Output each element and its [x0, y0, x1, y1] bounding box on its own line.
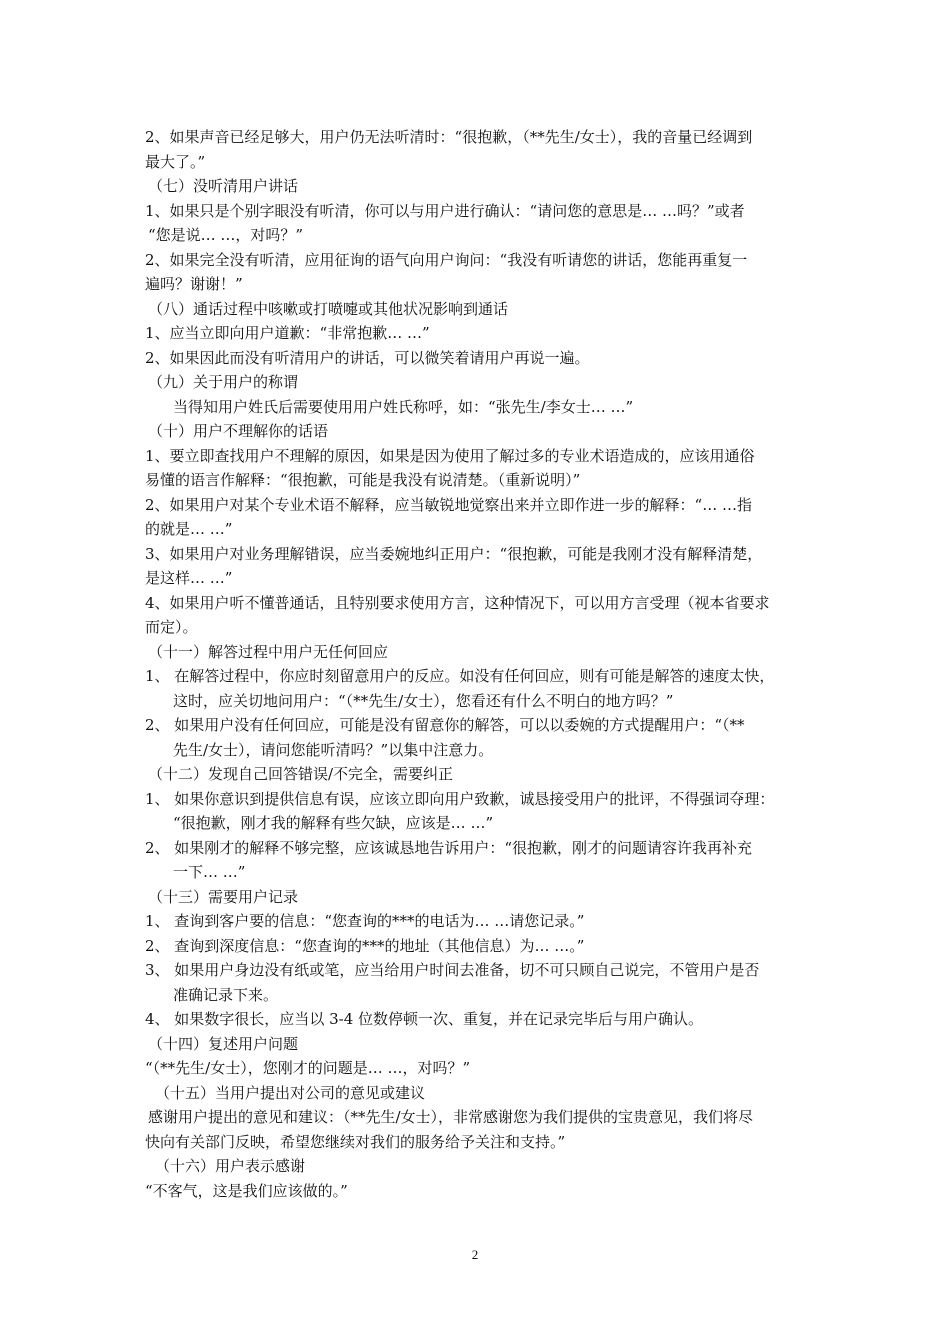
text-line: 遍吗？谢谢！”: [145, 275, 243, 293]
text-line: 1、应当立即向用户道歉：“非常抱歉… …”: [145, 324, 430, 342]
text-line: 而定）。: [145, 618, 198, 636]
text-line: “很抱歉，刚才我的解释有些欠缺，应该是… …”: [173, 814, 494, 832]
text-line: 3、 如果用户身边没有纸或笔，应当给用户时间去准备，切不可只顾自己说完，不管用户是否: [145, 961, 760, 979]
text-line: “您是说… …，对吗？”: [148, 226, 304, 244]
text-line: 当得知用户姓氏后需要使用用户姓氏称呼，如：“张先生/李女士… …”: [173, 397, 634, 416]
text-line: 1、要立即查找用户不理解的原因，如果是因为使用了解过多的专业术语造成的，应该用通俗: [145, 446, 755, 465]
text-line: 2、 如果刚才的解释不够完整，应该诚恳地告诉用户：“很抱歉，刚才的问题请容许我再补充: [145, 838, 752, 857]
text-line: 2、如果声音已经足够大，用户仍无法听清时：“很抱歉，（**先生/女士），我的音量已经调到: [145, 128, 753, 146]
text-line: 1、 在解答过程中，你应时刻留意用户的反应。如没有任何回应，则有可能是解答的速度太快，: [145, 667, 775, 685]
text-line: 2、如果因此而没有听清用户的讲话，可以微笑着请用户再说一遍。: [145, 348, 590, 367]
text-line: （十）用户不理解你的话语: [148, 422, 329, 440]
text-line: 4、如果用户听不懂普通话，且特别要求使用方言，这种情况下，可以用方言受理（视本省要求: [145, 593, 770, 612]
text-line: 2、 如果用户没有任何回应，可能是没有留意你的解答，可以以委婉的方式提醒用户：“（**: [145, 716, 745, 734]
text-line: 2、如果完全没有听清，应用征询的语气向用户询问：“我没有听请您的讲话，您能再重复一: [145, 250, 748, 269]
text-line: 2、 查询到深度信息：“您查询的***的地址（其他信息）为… …。”: [145, 936, 585, 955]
document-body: [145, 125, 815, 1203]
text-line: 1、 查询到客户要的信息：“您查询的***的电话为… …请您记录。”: [145, 912, 585, 930]
text-line: （十六）用户表示感谢: [155, 1157, 306, 1175]
text-line: 1、如果只是个别字眼没有听清，你可以与用户进行确认：“请问您的意思是… …吗？”或者: [145, 201, 745, 220]
text-line: 易懂的语言作解释：“很抱歉，可能是我没有说清楚。（重新说明）”: [145, 471, 581, 489]
text-line: 准确记录下来。: [173, 985, 279, 1004]
text-line: 先生/女士），请问您能听清吗？”以集中注意力。: [173, 740, 494, 759]
text-line: 4、 如果数字很长，应当以 3-4 位数停顿一次、重复，并在记录完毕后与用户确认。: [145, 1010, 704, 1028]
text-line: 快向有关部门反映，希望您继续对我们的服务给予关注和支持。”: [145, 1132, 566, 1151]
text-line: “（**先生/女士），您刚才的问题是… …，对吗？”: [145, 1059, 471, 1077]
text-line: （十二）发现自己回答错误/不完全，需要纠正: [148, 765, 454, 783]
text-line: （十四）复述用户问题: [148, 1034, 299, 1053]
text-line: （七）没听清用户讲话: [148, 177, 299, 195]
text-line: 一下… …”: [173, 863, 246, 881]
text-line: 2、如果用户对某个专业术语不解释，应当敏锐地觉察出来并立即作进一步的解释：“… …指: [145, 495, 752, 514]
text-line: 的就是… …”: [145, 520, 233, 538]
text-line: （九）关于用户的称谓: [148, 373, 299, 391]
text-line: （十一）解答过程中用户无任何回应: [148, 642, 389, 661]
text-line: 是这样… …”: [145, 569, 233, 587]
text-line: “不客气，这是我们应该做的。”: [145, 1181, 348, 1200]
text-line: 这时，应关切地问用户：“（**先生/女士），您看还有什么不明白的地方吗？”: [173, 691, 674, 710]
page-number: 2: [471, 1247, 479, 1262]
text-line: 3、如果用户对业务理解错误，应当委婉地纠正用户：“很抱歉，可能是我刚才没有解释清楚，: [145, 544, 763, 563]
text-line: 最大了。”: [145, 152, 206, 171]
text-line: （十三）需要用户记录: [148, 887, 299, 906]
text-line: 感谢用户提出的意见和建议：（**先生/女士），非常感谢您为我们提供的宝贵意见，我们将尽: [148, 1108, 754, 1126]
text-line: 1、 如果你意识到提供信息有误，应该立即向用户致歉，诚恳接受用户的批评，不得强词夺理：: [145, 789, 775, 808]
text-line: （八）通话过程中咳嗽或打喷嚏或其他状况影响到通话: [148, 299, 509, 318]
text-line: （十五）当用户提出对公司的意见或建议: [155, 1083, 426, 1102]
